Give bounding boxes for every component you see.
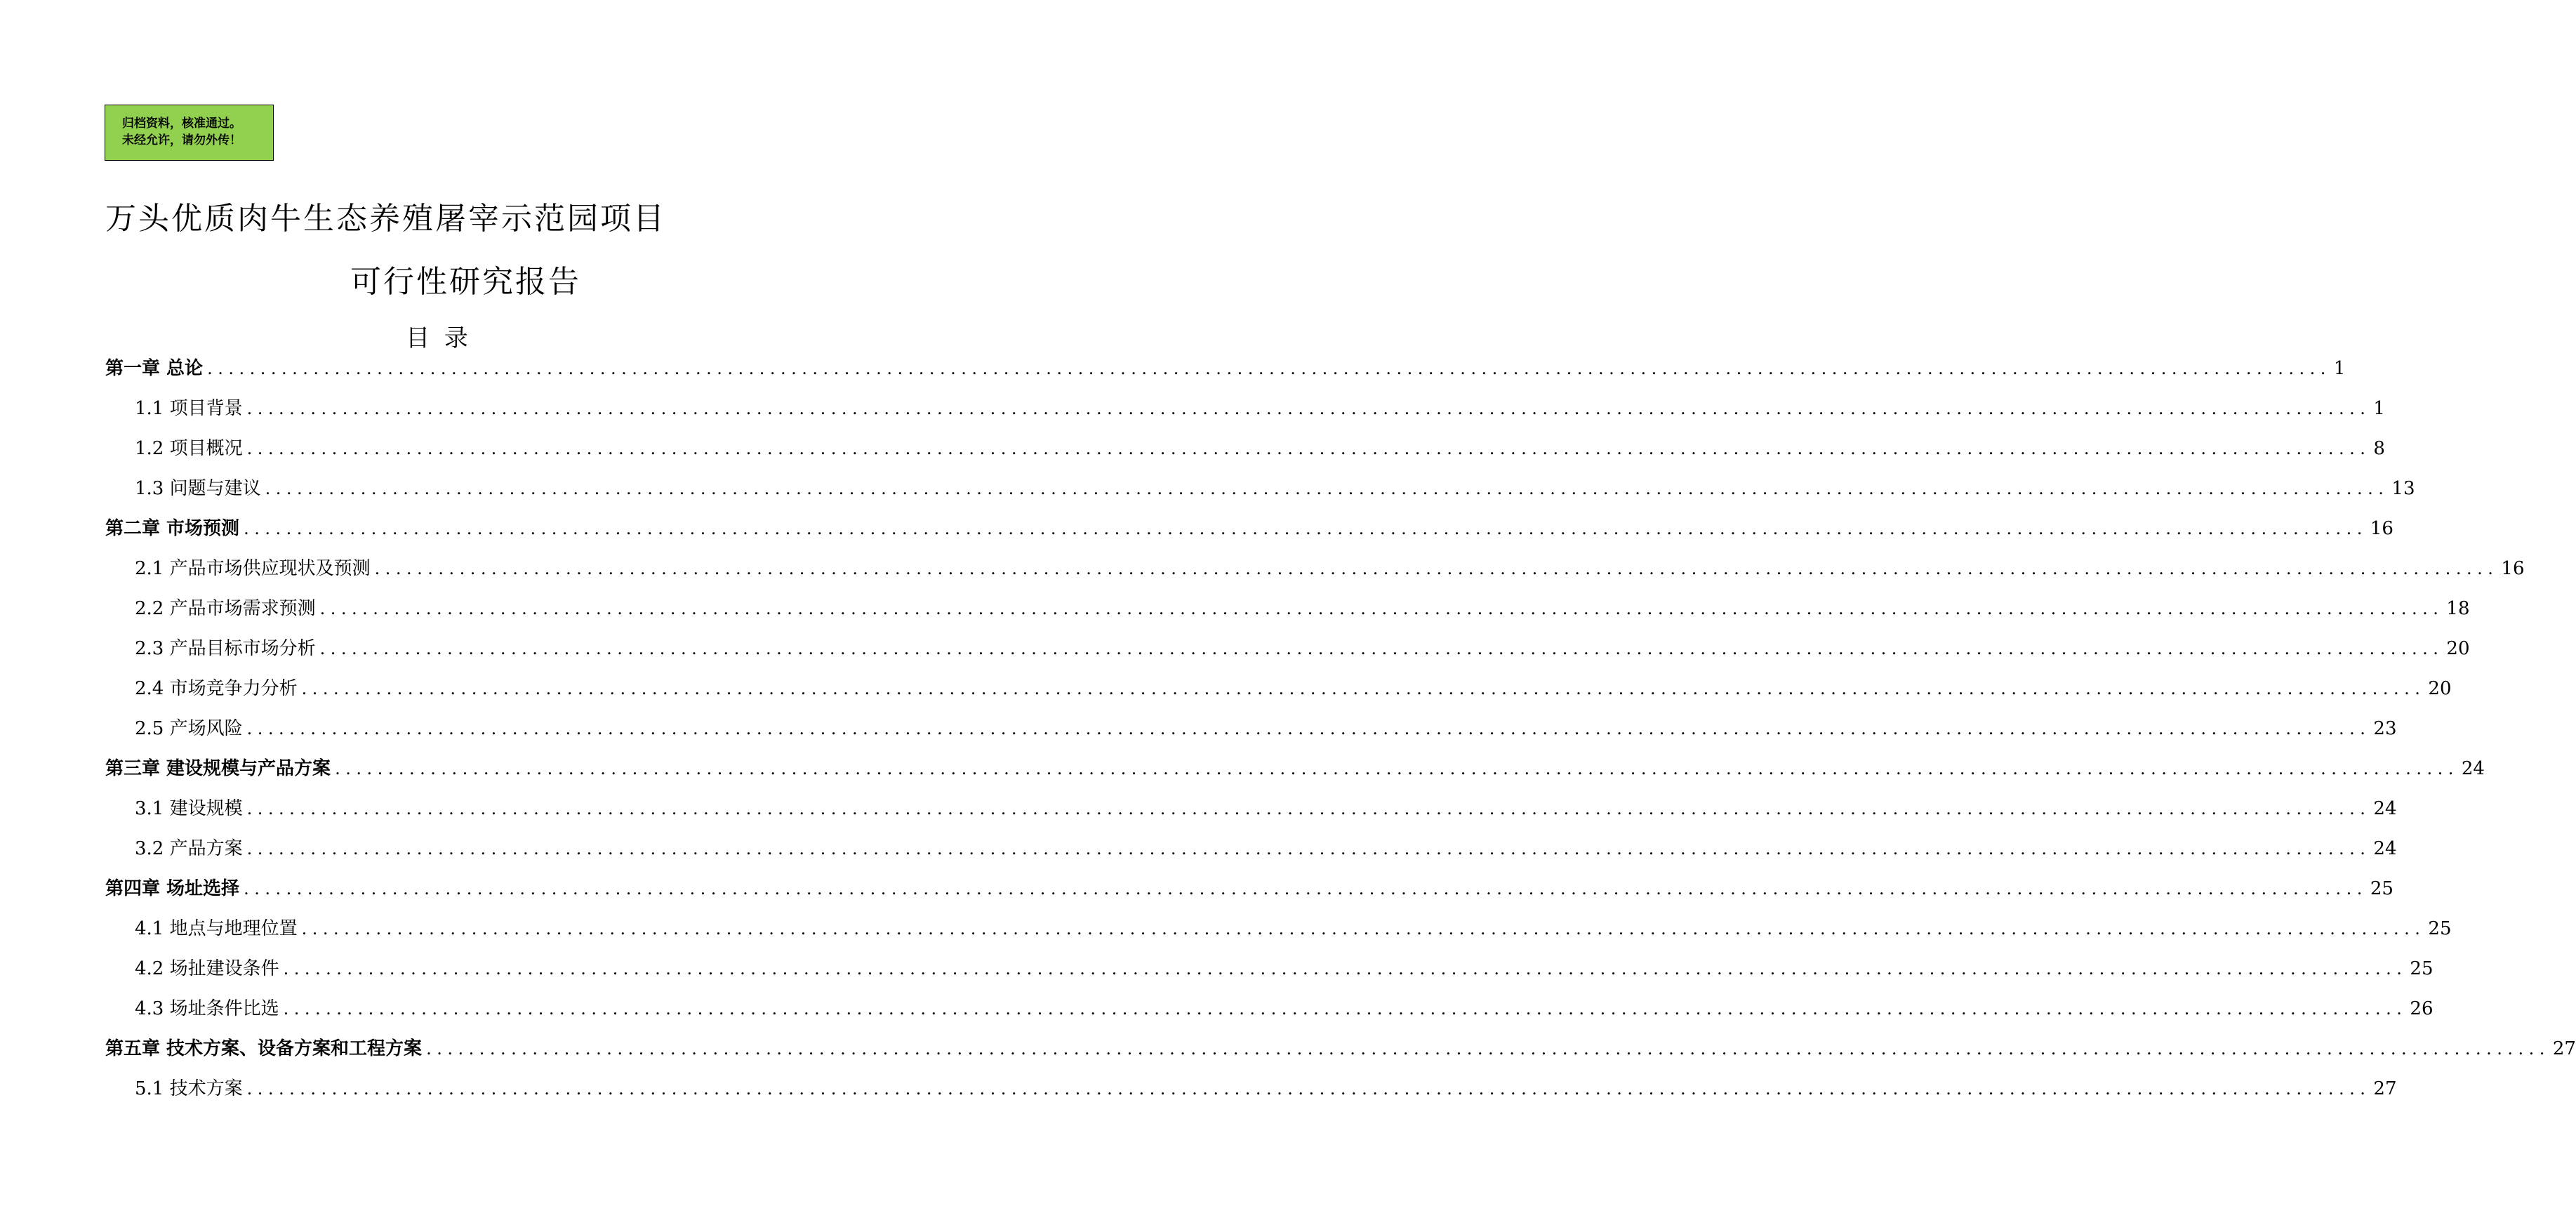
toc-leader-dots: ........................................................................................................................................................................................................ (283, 959, 2408, 979)
toc-page-number: 24 (2373, 838, 2397, 859)
toc-section-entry[interactable] (105, 829, 2397, 869)
toc-entry-label: 4.2 场扯建设条件 (135, 958, 279, 979)
stamp-line-1: 归档资料，核准通过。 (122, 117, 241, 131)
toc-page-number: 13 (2391, 478, 2415, 499)
document-title-line-2: 可行性研究报告 (350, 264, 581, 300)
toc-section-entry[interactable] (105, 389, 2385, 429)
toc-section-entry[interactable] (105, 549, 2525, 589)
toc-leader-dots: ........................................................................................................................................................................................................ (246, 719, 2371, 738)
toc-entry-label: 5.1 技术方案 (135, 1078, 243, 1099)
table-of-contents (105, 349, 2576, 1109)
toc-entry-label: 2.4 市场竞争力分析 (135, 678, 298, 699)
toc-page-number: 8 (2373, 438, 2385, 459)
toc-entry-label: 第一章 总论 (105, 358, 204, 379)
toc-page-number: 16 (2501, 558, 2525, 579)
toc-chapter-entry[interactable] (105, 869, 2394, 909)
toc-page-number: 18 (2446, 598, 2470, 619)
toc-leader-dots: ........................................................................................................................................................................................................ (246, 399, 2371, 418)
stamp-line-2: 未经允许，请勿外传！ (122, 133, 241, 147)
toc-entry-label: 3.2 产品方案 (135, 838, 243, 859)
toc-section-entry[interactable] (105, 669, 2452, 709)
toc-page-number: 25 (2410, 958, 2434, 979)
toc-page-number: 20 (2428, 678, 2452, 699)
toc-leader-dots: ........................................................................................................................................................................................................ (246, 839, 2371, 859)
toc-page-number: 25 (2428, 918, 2452, 939)
toc-section-entry[interactable] (105, 789, 2397, 829)
toc-chapter-entry[interactable] (105, 1029, 2576, 1069)
toc-entry-label: 第四章 场址选择 (105, 878, 240, 899)
archive-notice-stamp (105, 105, 274, 161)
toc-leader-dots: ........................................................................................................................................................................................................ (283, 999, 2408, 1019)
toc-page-number: 24 (2373, 798, 2397, 819)
toc-entry-label: 第二章 市场预测 (105, 518, 240, 539)
toc-leader-dots: ........................................................................................................................................................................................................ (426, 1039, 2550, 1059)
toc-page-number: 26 (2410, 998, 2434, 1019)
toc-page-number: 20 (2446, 638, 2470, 659)
toc-section-entry[interactable] (105, 1069, 2397, 1109)
toc-entry-label: 2.1 产品市场供应现状及预测 (135, 558, 371, 579)
toc-section-entry[interactable] (105, 909, 2452, 949)
toc-leader-dots: ........................................................................................................................................................................................................ (246, 439, 2371, 458)
toc-entry-label: 3.1 建设规模 (135, 798, 243, 819)
toc-leader-dots: ........................................................................................................................................................................................................ (207, 359, 2331, 378)
toc-leader-dots: ........................................................................................................................................................................................................ (319, 599, 2444, 618)
toc-entry-label: 1.3 问题与建议 (135, 478, 261, 499)
toc-leader-dots: ........................................................................................................................................................................................................ (301, 919, 2426, 939)
toc-entry-label: 2.5 产场风险 (135, 718, 243, 739)
toc-page-number: 1 (2373, 398, 2385, 419)
toc-leader-dots: ........................................................................................................................................................................................................ (244, 879, 2368, 899)
toc-entry-label: 第五章 技术方案、设备方案和工程方案 (105, 1038, 423, 1059)
toc-page-number: 27 (2373, 1078, 2397, 1099)
toc-entry-label: 第三章 建设规模与产品方案 (105, 758, 331, 779)
toc-chapter-entry[interactable] (105, 749, 2485, 789)
toc-page-number: 23 (2373, 718, 2397, 739)
toc-leader-dots: ........................................................................................................................................................................................................ (374, 559, 2499, 578)
toc-page-number: 1 (2333, 358, 2346, 379)
toc-section-entry[interactable] (105, 589, 2470, 629)
toc-leader-dots: ........................................................................................................................................................................................................ (301, 679, 2426, 698)
toc-leader-dots: ........................................................................................................................................................................................................ (246, 1079, 2371, 1099)
toc-section-entry[interactable] (105, 429, 2385, 469)
toc-page-number: 27 (2552, 1038, 2576, 1059)
toc-chapter-entry[interactable] (105, 509, 2394, 549)
toc-page-number: 16 (2370, 518, 2394, 539)
toc-page-number: 24 (2461, 758, 2485, 779)
toc-leader-dots: ........................................................................................................................................................................................................ (319, 639, 2444, 658)
toc-chapter-entry[interactable] (105, 349, 2346, 389)
toc-page-number: 25 (2370, 878, 2394, 899)
toc-leader-dots: ........................................................................................................................................................................................................ (244, 519, 2368, 538)
toc-section-entry[interactable] (105, 469, 2415, 509)
toc-entry-label: 4.1 地点与地理位置 (135, 918, 298, 939)
toc-leader-dots: ........................................................................................................................................................................................................ (265, 479, 2389, 498)
toc-entry-label: 2.3 产品目标市场分析 (135, 638, 316, 659)
toc-entry-label: 1.2 项目概况 (135, 438, 243, 459)
toc-section-entry[interactable] (105, 709, 2397, 749)
toc-leader-dots: ........................................................................................................................................................................................................ (335, 759, 2459, 779)
toc-entry-label: 2.2 产品市场需求预测 (135, 598, 316, 619)
toc-leader-dots: ........................................................................................................................................................................................................ (246, 799, 2371, 819)
toc-section-entry[interactable] (105, 989, 2434, 1029)
document-title-line-1: 万头优质肉牛生态养殖屠宰示范园项目 (105, 201, 666, 237)
toc-entry-label: 4.3 场址条件比选 (135, 998, 279, 1019)
toc-heading: 目 录 (406, 324, 468, 352)
toc-section-entry[interactable] (105, 949, 2434, 989)
toc-entry-label: 1.1 项目背景 (135, 398, 243, 419)
toc-section-entry[interactable] (105, 629, 2470, 669)
